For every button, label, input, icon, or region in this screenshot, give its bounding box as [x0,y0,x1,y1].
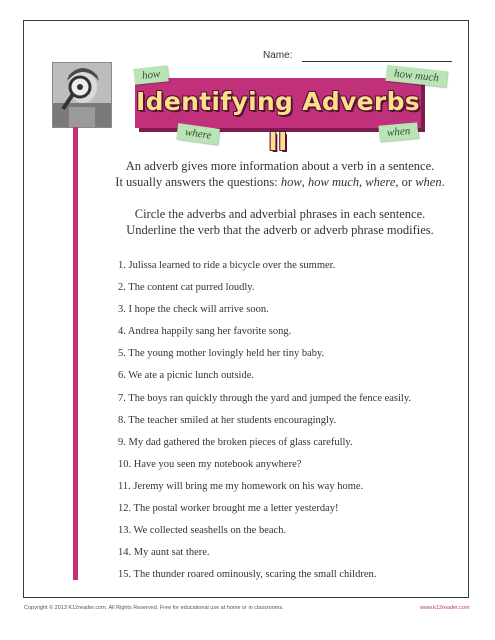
instructions-line-2: Underline the verb that the adverb or adverb phrase modifies. [126,223,434,237]
footer-site-link[interactable]: www.k12reader.com [420,605,470,611]
footer-copyright: Copyright © 2013 K12reader.com. All Rights Reserved. Free for educational use at home or in classrooms. [24,605,284,611]
sentence-item: 15. The thunder roared ominously, scaring the small children. [118,569,377,581]
sentence-item: 2. The content cat purred loudly. [118,282,255,294]
sentence-item: 9. My dad gathered the broken pieces of glass carefully. [118,436,353,448]
sentence-item: 5. The young mother lovingly held her tiny baby. [118,348,325,360]
sentence-item: 4. Andrea happily sang her favorite song. [118,326,292,338]
sentence-item: 6. We ate a picnic lunch outside. [118,370,255,382]
instructions-text [100,206,460,238]
intro-line-1: An adverb gives more information about a verb in a sentence. [125,159,435,173]
magnifying-glass-photo [52,62,112,128]
intro-text [100,158,460,190]
sentence-item: 12. The postal worker brought me a letter yesterday! [118,503,339,515]
sentence-item: 8. The teacher smiled at her students encouragingly. [118,414,337,426]
sentence-item: 14. My aunt sat there. [118,547,210,559]
name-input-line[interactable] [302,61,452,62]
tag-where: where [176,123,220,145]
tag-how: how [133,65,169,85]
intro-line-2: It usually answers the questions: how, how much, where, or when. [115,175,445,189]
sentence-item: 3. I hope the check will arrive soon. [118,304,269,316]
accent-vertical-bar [73,127,78,580]
sentence-item: 7. The boys ran quickly through the yard and jumped the fence easily. [118,392,412,404]
sentence-item: 1. Julissa learned to ride a bicycle over the summer. [118,260,336,271]
name-label: Name: [263,50,293,61]
tag-how-much: how much [385,65,447,87]
sentence-list [118,258,463,589]
sentence-item: 11. Jeremy will bring me my homework on his way home. [118,480,364,492]
tag-when: when [378,122,418,141]
page-title: Identifying Adverbs II [136,87,420,156]
sentence-item: 13. We collected seashells on the beach. [118,525,287,537]
sentence-item: 10. Have you seen my notebook anywhere? [118,458,302,470]
instructions-line-1: Circle the adverbs and adverbial phrases in each sentence. [134,207,426,221]
